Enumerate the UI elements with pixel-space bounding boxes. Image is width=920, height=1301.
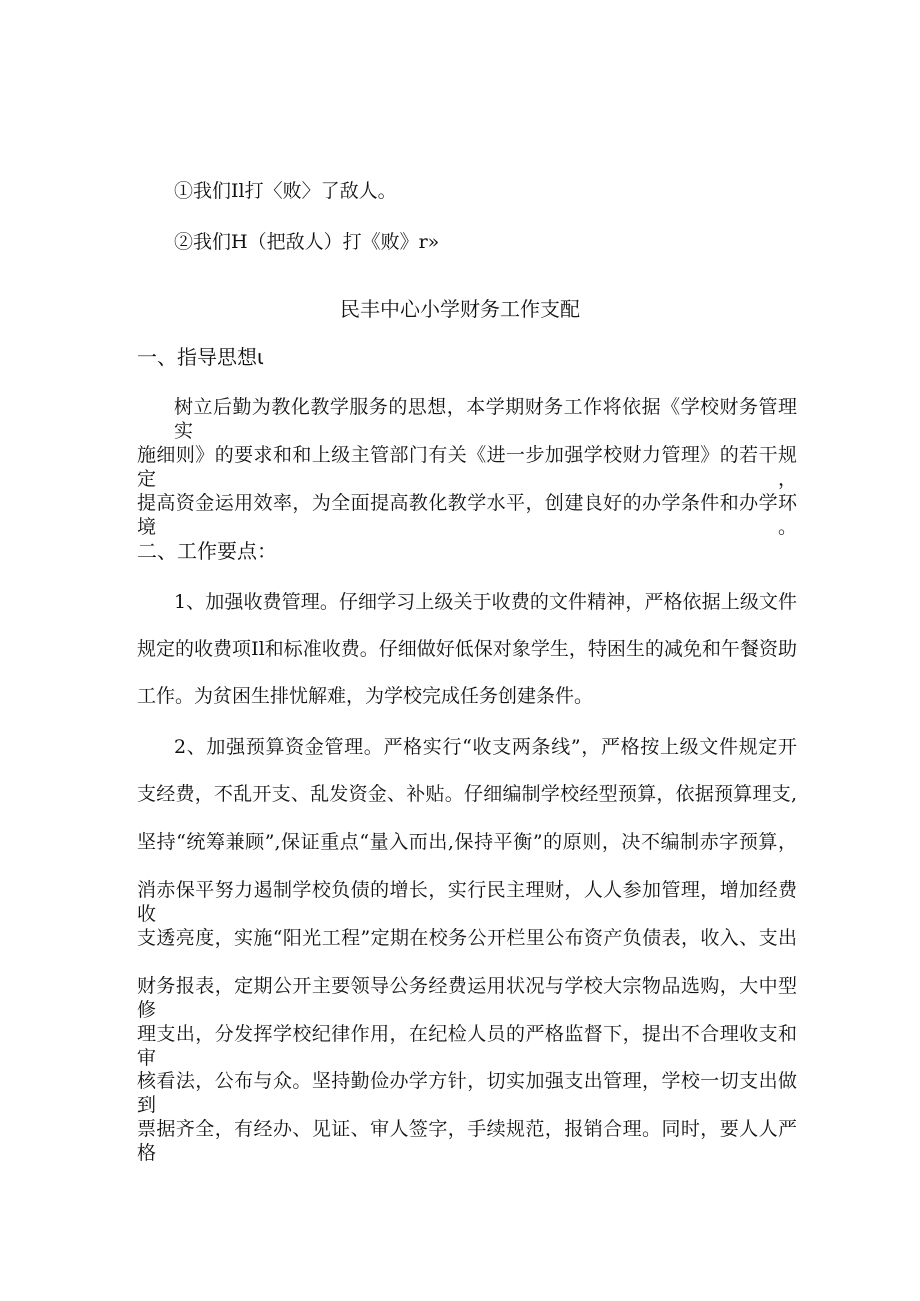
item2-line-2: 支经费，不乱开支、乱发资金、补贴。仔细编制学校经型预算，依据预算理支, [137, 783, 797, 805]
item2-line-5: 支透亮度，实施“阳光工程”定期在校务公开栏里公布资产负债表，收入、支出 [137, 927, 797, 949]
section1-line-2: 施细则》的要求和和上级主管部门有关《进一步加强学校财力管理》的若干规定， [137, 444, 797, 490]
item2-line-6: 财务报表，定期公开主要领导公务经费运用状况与学校大宗物品选购，大中型修 [137, 975, 797, 1021]
item2-line-7: 理支出，分发挥学校纪律作用，在纪检人员的严格监督下，提出不合理收支和审 [137, 1023, 797, 1069]
item1-line-3: 工作。为贫困生排忧解难，为学校完成任务创建条件。 [137, 685, 594, 707]
section1-line-3: 提高资金运用效率，为全面提高教化教学水平，创建良好的办学条件和办学环境。 [137, 492, 797, 538]
intro-line-1: ①我们Il打〈败〉了敌人。 [174, 180, 397, 202]
item2-line-4: 消赤保平努力遏制学校负债的增长，实行民主理财，人人参加管理，增加经费收 [137, 879, 797, 925]
item1-line-2: 规定的收费项Il和标准收费。仔细做好低保对象学生，特困生的减免和午餐资助 [137, 638, 797, 660]
item2-line-1: 2、加强预算资金管理。严格实行“收支两条线”，严格按上级文件规定开 [174, 736, 797, 758]
item1-line-1: 1、加强收费管理。仔细学习上级关于收费的文件精神，严格依据上级文件 [174, 591, 797, 613]
item2-line-8: 核看法，公布与众。坚持勤俭办学方针，切实加强支出管理，学校一切支出做到 [137, 1070, 797, 1116]
section2-heading: 二、工作要点： [137, 539, 277, 563]
section1-line-1: 树立后勤为教化教学服务的思想，本学期财务工作将依据《学校财务管理实 [174, 396, 797, 442]
section1-heading: 一、指导思想ι [137, 345, 264, 369]
item2-line-3: 坚持“统筹兼顾”,保证重点“量入而出,保持平衡”的原则，决不编制赤字预算， [137, 831, 797, 853]
intro-line-2: ②我们H（把敌人）打《败》r» [174, 231, 440, 253]
item2-line-9: 票据齐全，有经办、见证、审人签字，手续规范，报销合理。同时，要人人严格 [137, 1118, 797, 1164]
document-title: 民丰中心小学财务工作支配 [340, 297, 580, 321]
